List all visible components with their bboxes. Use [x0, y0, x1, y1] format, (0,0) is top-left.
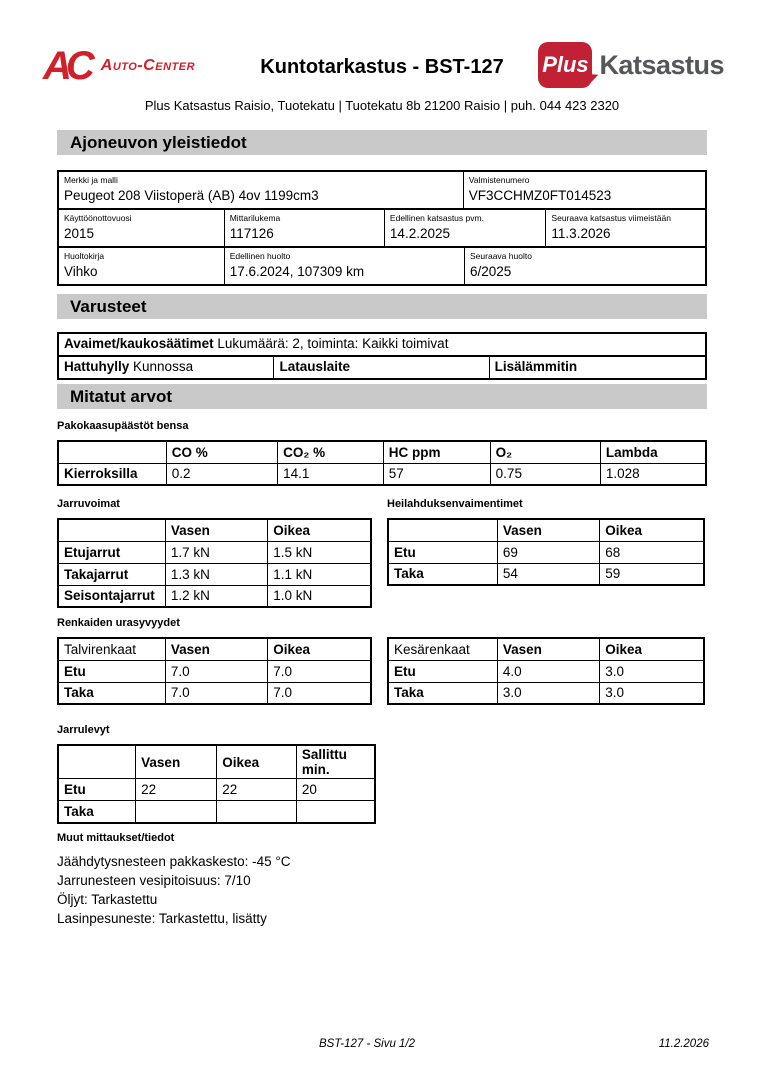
table-row — [58, 463, 706, 485]
field-label: Mittarilukema — [229, 213, 281, 223]
field-label: Valmistenumero — [468, 175, 530, 185]
equipment-table — [57, 332, 707, 380]
row-label: Takajarrut — [58, 563, 165, 585]
dampers-table — [387, 518, 705, 586]
row-label: Taka — [58, 801, 136, 823]
table-row — [58, 682, 371, 704]
equipment-value: Kunnossa — [133, 359, 194, 374]
summer-tires-table — [387, 637, 705, 705]
winter-tires-table — [57, 637, 372, 705]
field-next-inspection — [545, 210, 705, 246]
winter-tires-block — [57, 637, 372, 705]
field-make-model — [59, 172, 463, 208]
cell-value: 22 — [136, 779, 217, 801]
cell-value: 1.5 kN — [268, 541, 371, 563]
column-header: Oikea — [217, 745, 297, 779]
table-row — [58, 541, 371, 563]
field-value: VF3CCHMZ0FT014523 — [468, 188, 612, 203]
table-row — [59, 172, 705, 208]
row-label: Kierroksilla — [58, 463, 166, 485]
brake-discs-table — [57, 744, 376, 824]
field-value: 14.2.2025 — [389, 226, 450, 241]
brake-forces-table — [57, 518, 372, 608]
brake-discs-subtitle: Jarrulevyt — [57, 724, 110, 736]
field-label: Seuraava huolto — [470, 251, 532, 261]
cell-value: 1.7 kN — [165, 541, 267, 563]
table-row — [58, 779, 375, 801]
cell-value: 59 — [600, 563, 704, 585]
column-header: Talvirenkaat — [58, 638, 165, 660]
table-row — [59, 334, 705, 355]
field-previous-service — [224, 248, 464, 284]
vehicle-info-table — [57, 170, 707, 286]
field-value: 17.6.2024, 107309 km — [229, 264, 365, 279]
field-label: Käyttöönottovuosi — [64, 213, 132, 223]
column-header — [58, 745, 136, 779]
column-header — [388, 519, 497, 541]
cell-value: 7.0 — [165, 660, 267, 682]
footer-date: 11.2.2026 — [658, 1038, 709, 1050]
equipment-label: Latauslaite — [279, 359, 350, 374]
equipment-charger — [273, 357, 488, 378]
measurement-line: Jäähdytysnesteen pakkaskesto: -45 °C — [57, 853, 291, 869]
cell-value — [136, 801, 217, 823]
equipment-parcel-shelf — [59, 357, 273, 378]
cell-value: 0.75 — [490, 463, 600, 485]
table-row — [58, 585, 371, 607]
cell-value: 1.3 kN — [165, 563, 267, 585]
document-header — [43, 42, 724, 92]
cell-value: 0.2 — [166, 463, 277, 485]
table-header-row — [58, 745, 375, 779]
cell-value: 68 — [600, 541, 704, 563]
table-row — [58, 801, 375, 823]
field-first-use-year — [59, 210, 224, 246]
row-label: Taka — [388, 682, 497, 704]
row-label: Seisontajarrut — [58, 585, 165, 607]
section-header-measured-values: Mitatut arvot — [57, 384, 707, 409]
table-row — [58, 660, 371, 682]
dampers-subtitle: Heilahduksenvaimentimet — [387, 498, 523, 510]
field-previous-inspection — [384, 210, 546, 246]
row-label: Etu — [58, 779, 136, 801]
table-header-row — [58, 638, 371, 660]
other-measurements-subtitle: Muut mittaukset/tiedot — [57, 831, 175, 844]
table-header-row — [58, 441, 706, 463]
field-label: Huoltokirja — [64, 251, 105, 261]
cell-value: 1.2 kN — [165, 585, 267, 607]
field-value: 6/2025 — [470, 264, 512, 279]
field-label: Edellinen katsastus pvm. — [389, 213, 484, 223]
cell-value: 1.0 kN — [268, 585, 371, 607]
equipment-label: Avaimet/kaukosäätimet — [64, 336, 214, 351]
column-header: Oikea — [600, 519, 704, 541]
field-next-service — [464, 248, 705, 284]
cell-value: 7.0 — [268, 682, 371, 704]
auto-center-logo-text: Auto-Center — [100, 57, 196, 74]
column-header: Oikea — [600, 638, 704, 660]
field-label: Seuraava katsastus viimeistään — [551, 213, 671, 223]
cell-value: 7.0 — [165, 682, 267, 704]
tires-section — [57, 637, 707, 705]
cell-value: 20 — [296, 779, 375, 801]
field-value: 2015 — [64, 226, 95, 241]
table-header-row — [58, 519, 371, 541]
section-header-equipment: Varusteet — [57, 294, 707, 319]
row-label: Taka — [388, 563, 497, 585]
tires-subtitle: Renkaiden urasyvyydet — [57, 617, 180, 629]
summer-tires-block — [387, 637, 705, 705]
cell-value — [217, 801, 297, 823]
cell-value: 57 — [383, 463, 490, 485]
column-header: CO₂ % — [278, 441, 384, 463]
plus-badge-icon — [538, 42, 592, 88]
column-header: Vasen — [165, 519, 267, 541]
row-label: Etu — [388, 660, 497, 682]
row-label: Taka — [58, 682, 165, 704]
cell-value: 3.0 — [497, 682, 599, 704]
column-header: O₂ — [490, 441, 600, 463]
equipment-keys-remotes — [59, 334, 705, 355]
table-row — [59, 246, 705, 284]
footer-page-number: BST-127 - Sivu 1/2 — [318, 1038, 416, 1050]
table-row — [58, 563, 371, 585]
field-service-book — [59, 248, 224, 284]
table-row — [388, 541, 704, 563]
column-header: Vasen — [497, 519, 599, 541]
equipment-value: Lukumäärä: 2, toiminta: Kaikki toimivat — [217, 336, 449, 351]
brake-forces-subtitle: Jarruvoimat — [57, 498, 120, 510]
measurement-line: Öljyt: Tarkastettu — [57, 891, 158, 907]
column-header — [58, 519, 165, 541]
column-header: Oikea — [268, 638, 371, 660]
column-header: CO % — [166, 441, 277, 463]
plus-badge-text: Plus — [542, 52, 589, 77]
cell-value: 22 — [217, 779, 297, 801]
row-label: Etujarrut — [58, 541, 165, 563]
cell-value: 14.1 — [278, 463, 384, 485]
speech-tail-icon — [583, 69, 602, 87]
table-header-row — [388, 519, 704, 541]
column-header: Kesärenkaat — [388, 638, 497, 660]
cell-value — [296, 801, 375, 823]
field-value: Peugeot 208 Viistoperä (AB) 4ov 1199cm3 — [64, 188, 319, 203]
column-header: HC ppm — [383, 441, 490, 463]
emissions-subtitle: Pakokaasupäästöt bensa — [57, 420, 189, 432]
brake-forces-block — [57, 498, 372, 608]
field-vin — [463, 172, 705, 208]
measurement-line: Jarrunesteen vesipitoisuus: 7/10 — [57, 872, 251, 888]
cell-value: 3.0 — [600, 682, 704, 704]
field-value: Vihko — [64, 264, 98, 279]
cell-value: 69 — [497, 541, 599, 563]
emissions-table — [57, 440, 707, 486]
row-label: Etu — [388, 541, 497, 563]
row-label: Etu — [58, 660, 165, 682]
table-row — [59, 355, 705, 378]
table-row — [388, 660, 704, 682]
column-header: Oikea — [268, 519, 371, 541]
brakes-dampers-section — [57, 498, 707, 608]
cell-value: 3.0 — [600, 660, 704, 682]
cell-value: 4.0 — [497, 660, 599, 682]
field-label: Edellinen huolto — [229, 251, 291, 261]
column-header: Vasen — [497, 638, 599, 660]
column-header: Vasen — [136, 745, 217, 779]
column-header: Sallittu min. — [296, 745, 375, 779]
field-value: 11.3.2026 — [551, 226, 611, 241]
plus-katsastus-logo — [538, 42, 724, 88]
equipment-label: Hattuhylly — [64, 359, 130, 374]
table-header-row — [388, 638, 704, 660]
field-label: Merkki ja malli — [64, 175, 118, 185]
ac-monogram-icon: AC — [43, 44, 89, 88]
column-header: Vasen — [165, 638, 267, 660]
cell-value: 1.1 kN — [268, 563, 371, 585]
table-row — [388, 563, 704, 585]
other-measurements-block — [57, 852, 707, 928]
dampers-block — [387, 498, 705, 608]
katsastus-logo-text: Katsastus — [599, 49, 724, 80]
station-address: Plus Katsastus Raisio, Tuotekatu | Tuotekatu 8b 21200 Raisio | puh. 044 423 2320 — [144, 98, 620, 113]
cell-value: 54 — [497, 563, 599, 585]
table-row — [59, 208, 705, 246]
equipment-auxiliary-heater — [489, 357, 705, 378]
auto-center-logo — [43, 45, 195, 87]
measurement-line: Lasinpesuneste: Tarkastettu, lisätty — [57, 910, 267, 926]
page-title: Kuntotarkastus - BST-127 — [260, 56, 504, 78]
equipment-label: Lisälämmitin — [494, 359, 578, 374]
field-value: 117126 — [229, 226, 274, 241]
cell-value: 1.028 — [600, 463, 706, 485]
section-header-vehicle-info: Ajoneuvon yleistiedot — [57, 130, 707, 155]
column-header: Lambda — [600, 441, 706, 463]
table-row — [388, 682, 704, 704]
field-odometer — [224, 210, 384, 246]
column-header — [58, 441, 166, 463]
cell-value: 7.0 — [268, 660, 371, 682]
